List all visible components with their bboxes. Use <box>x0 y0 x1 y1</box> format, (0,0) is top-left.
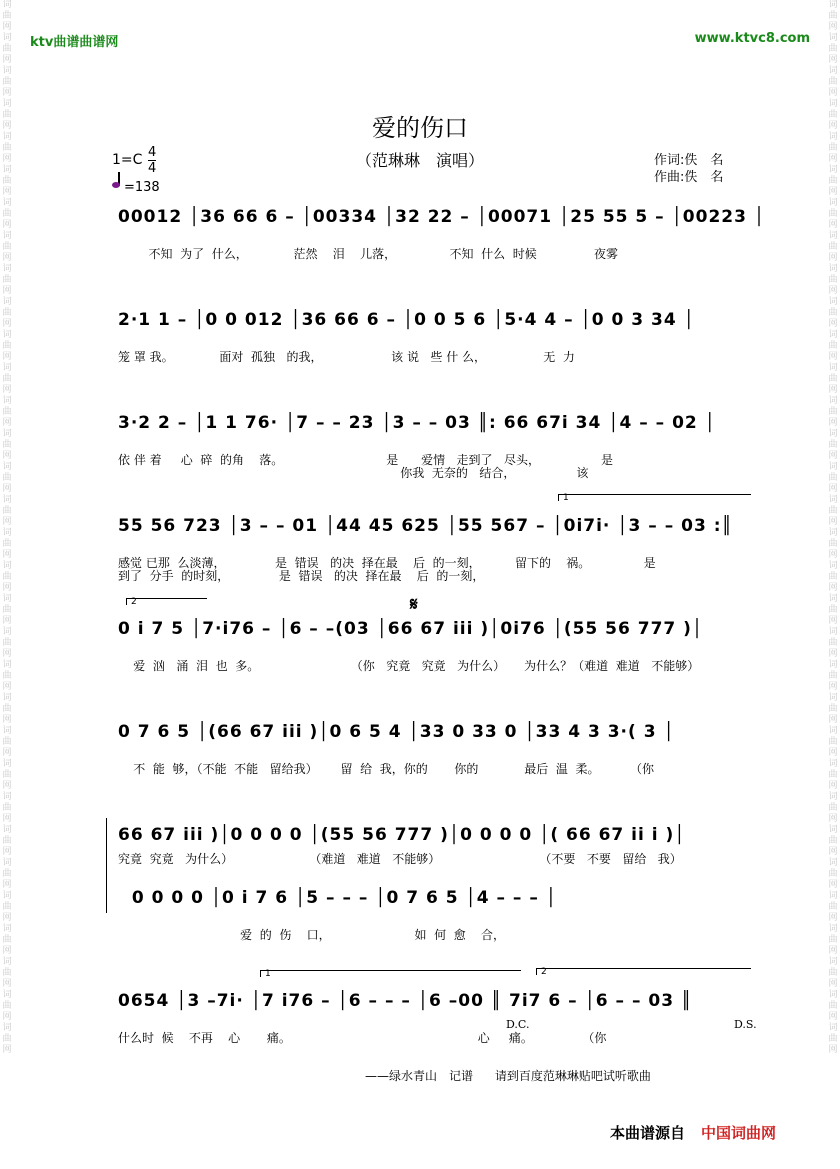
composer: 作曲:佚 名 <box>654 170 724 185</box>
score-row-1: 00012 │36 66 6 – │00334 │32 22 – │00071 │25 55 5 – │00223 │ <box>118 207 766 227</box>
volta-2b-top: 2 <box>536 968 751 975</box>
dc-marking: D.C. <box>506 1018 530 1031</box>
score-row-2: 2·1 1 – │0 0 012 │36 66 6 – │0 0 5 6 │5·4 4 – │0 0 3 34 │ <box>118 310 695 330</box>
watermark-left: 词曲网词曲网词曲网词曲网词曲网词曲网词曲网词曲网词曲网词曲网词曲网词曲网词曲网词曲网词曲网词曲网词曲网词曲网词曲网词曲网词曲网词曲网词曲网词曲网词曲网词曲网词曲网词曲网词曲网词曲网词曲网词曲网 <box>2 0 12 1055</box>
tempo: =138 <box>124 180 160 195</box>
source-label: 本曲谱源自 <box>610 1124 686 1142</box>
score-row-3: 3·2 2 – │1 1 76· │7 – – 23 │3 – – 03 ║: 66 67i 34 │4 – – 02 │ <box>118 413 716 433</box>
site-name[interactable]: ktv曲谱曲谱网 <box>30 35 119 50</box>
lyric-row-8: 爱 的 伤 口， 如 何 愈 合， <box>118 928 506 942</box>
lyric-row-9: 什么时 候 不再 心 痛。 心 痛。 （你 <box>118 1031 607 1045</box>
lyric-row-3b: 你我 无奈的 结合， 该 <box>118 466 589 480</box>
source-brand-link[interactable]: 中国词曲网 <box>701 1124 777 1142</box>
lyric-row-6: 不 能 够，（不能 不能 留给我） 留 给 我，你的 你的 最后 温 柔。 （你 <box>118 762 654 776</box>
volta-1b-top: 1 <box>260 970 521 977</box>
volta-1-top: 1 <box>558 494 751 501</box>
ds-marking: D.S. <box>734 1018 757 1031</box>
lyric-row-7: 究竟 究竟 为什么） （难道 难道 不能够） （不要 不要 留给 我） <box>118 852 682 866</box>
credits <box>654 152 723 186</box>
volta-2-top: 2 <box>126 598 207 605</box>
score-row-6: 0 7 6 5 │(66 67 iii )│0 6 5 4 │33 0 33 0 │33 4 3 3·( 3 │ <box>118 722 675 742</box>
footer-notes <box>365 1067 669 1084</box>
time-signature <box>148 145 156 176</box>
time-numerator: 4 <box>148 145 157 160</box>
system-bracket <box>106 818 107 913</box>
source-line <box>610 1122 776 1143</box>
singer-line: （范琳琳 演唱） <box>355 151 484 170</box>
lyricist: 作词:佚 名 <box>654 153 724 168</box>
lyric-row-5: 爱 汹 涌 泪 也 多。 （你 究竟 究竟 为什么） 为什么？（难道 难道 不能够） <box>118 659 700 673</box>
score-row-7: 66 67 iii )│0 0 0 0 │(55 56 777 )│0 0 0 0 │( 66 67 ii i )│ <box>118 825 686 845</box>
lyric-row-1: 不知 为了 什么， 茫然 泪 儿落， 不知 什么 时候 夜雾 <box>118 247 618 261</box>
time-denominator: 4 <box>148 161 157 176</box>
watermark-right: 词曲网词曲网词曲网词曲网词曲网词曲网词曲网词曲网词曲网词曲网词曲网词曲网词曲网词曲网词曲网词曲网词曲网词曲网词曲网词曲网词曲网词曲网词曲网词曲网词曲网词曲网词曲网词曲网词曲网词曲网词曲网词曲网 <box>828 0 838 1055</box>
segno-icon: 𝄋 <box>410 594 418 615</box>
score-row-4: 55 56 723 │3 – – 01 │44 45 625 │55 567 – │0i7i· │3 – – 03 :║ <box>118 516 733 536</box>
lyric-row-4b: 到了 分手 的时刻， 是 错误 的决 择在最 后 的一刻， <box>118 569 485 583</box>
score-row-9: 0654 │3 –7i· │7 i76 – │6 – – – │6 –00 ║ 7i7 6 – │6 – – 03 ║ <box>118 991 693 1011</box>
song-title: 爱的伤口 <box>372 114 468 142</box>
lyric-row-3a: 依 伴 着 心 碎 的角 落。 是 爱情 走到了 尽头， 是 <box>118 453 614 467</box>
recorder-credit: ——绿水青山 记谱 <box>365 1069 474 1083</box>
lyric-row-4a: 感觉 已那 么淡薄， 是 错误 的决 择在最 后 的一刻， 留下的 祸。 是 <box>118 556 656 570</box>
score-row-5: 0 i 7 5 │7·i76 – │6 – –(03 │66 67 iii )│0i76 │(55 56 777 )│ <box>118 619 704 639</box>
listen-note: 请到百度范琳琳贴吧试听歌曲 <box>494 1069 651 1083</box>
lyric-row-2: 笼 罩 我。 面对 孤独 的我， 该 说 些 什 么， 无 力 <box>118 350 575 364</box>
score-row-8: 0 0 0 0 │0 i 7 6 │5 – – – │0 7 6 5 │4 – – – │ <box>118 888 557 908</box>
key-signature: 1=C <box>112 152 143 168</box>
quarter-note-icon <box>112 172 118 186</box>
site-url[interactable]: www.ktvc8.com <box>694 31 810 46</box>
